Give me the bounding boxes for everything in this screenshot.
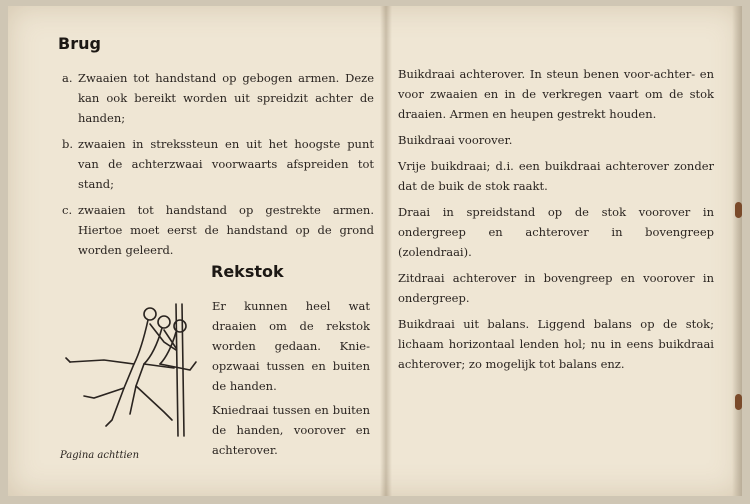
list-text: zwaaien tot handstand op gestrekte armen. Hiertoe moet eerst de handstand op de grond worden geleerd. [78,203,374,257]
paragraph: Kniedraai tussen en buiten de handen, voorover en achterover. [212,403,370,457]
page-edge [732,6,742,496]
list-item [62,200,374,260]
list-item [62,134,374,194]
paragraph: Vrije buikdraai; d.i. een buikdraai achterover zonder dat de buik de stok raakt. [398,159,714,193]
bar-pole [182,304,184,436]
section-title-brug: Brug [58,34,101,53]
paragraph: Buikdraai voorover. [398,133,513,147]
brug-list [62,68,374,266]
list-marker: a. [62,71,73,85]
section-title-rekstok: Rekstok [211,262,284,281]
gymnast-head [158,316,170,328]
page-number-label: Pagina achttien [60,450,140,461]
list-text: zwaaien in strekssteun en uit het hoogste punt van de achterzwaai voorwaarts afspreiden tot stand; [78,137,374,191]
gymnast-illustration [64,302,204,438]
list-marker: c. [62,203,73,217]
list-item [62,68,374,128]
right-column-text [398,64,714,380]
binding-mark [735,202,742,218]
paragraph: Buikdraai achterover. In steun benen voor-achter- en voor zwaaien en in de verkregen vaart om de stok draaien. Armen en heupen gestrekt houden. [398,67,714,121]
list-text: Zwaaien tot handstand op gebogen armen. Deze kan ook bereikt worden uit spreidzit achter de handen; [78,71,374,125]
paragraph: Buikdraai uit balans. Liggend balans op de stok; lichaam horizontaal lenden hol; nu in eens buikdraai achterover; zo mogelijk tot balans enz. [398,317,714,371]
list-marker: b. [62,137,74,151]
gymnast-head [144,308,156,320]
page-fold [380,6,392,496]
paragraph: Er kunnen heel wat draaien om de rekstok worden gedaan. Knie-opzwaai tussen en buiten de handen. [212,299,370,393]
paragraph: Draai in spreidstand op de stok voorover in ondergreep en achterover in bovengreep (zolendraai). [398,205,714,259]
book-page-spread [8,6,742,496]
rekstok-text [212,296,370,464]
binding-mark [735,394,742,410]
bar-pole [176,304,178,436]
paragraph: Zitdraai achterover in bovengreep en voorover in ondergreep. [398,271,714,305]
